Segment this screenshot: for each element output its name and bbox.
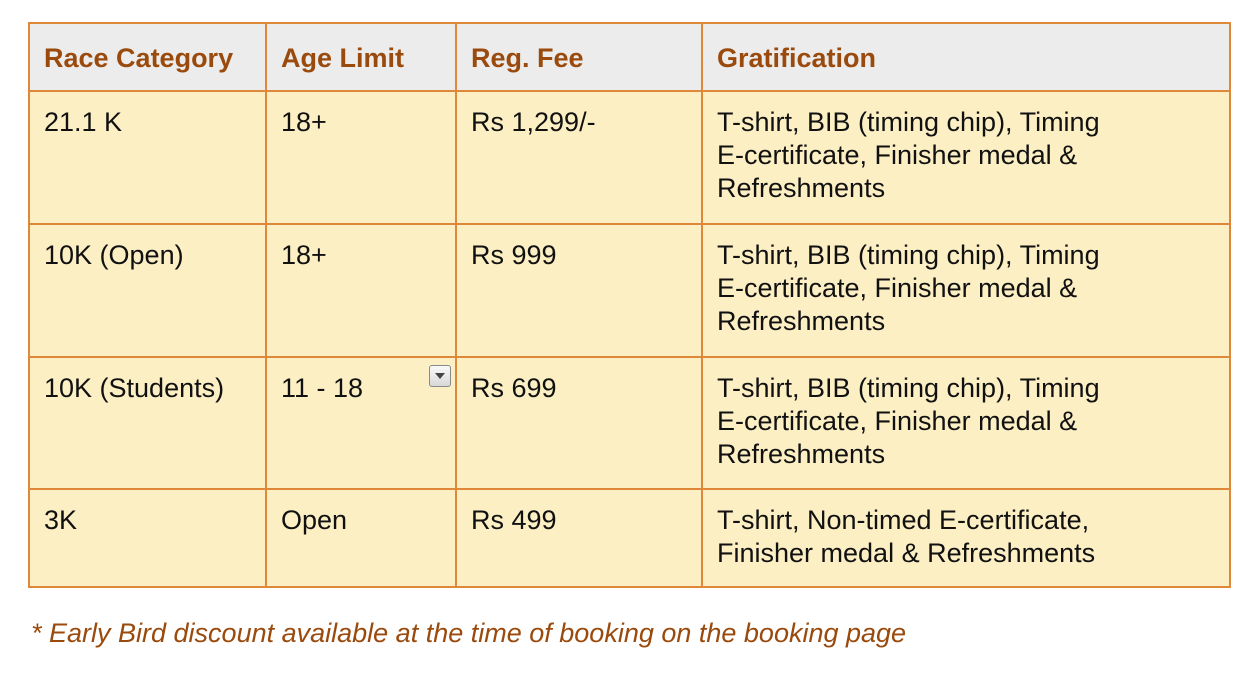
gratification-line: T-shirt, BIB (timing chip), Timing xyxy=(717,373,1100,403)
reg-fee-cell: Rs 1,299/- xyxy=(456,91,702,224)
chevron-down-glyph xyxy=(434,372,446,380)
early-bird-footnote: * Early Bird discount available at the time of booking on the booking page xyxy=(31,618,907,648)
race-category-cell: 10K (Students) xyxy=(29,357,266,489)
gratification-line: Refreshments xyxy=(717,173,886,203)
reg-fee-cell: Rs 699 xyxy=(456,357,702,489)
table-row xyxy=(29,224,1230,357)
gratification-cell xyxy=(702,357,1230,489)
gratification-line: Refreshments xyxy=(717,306,886,336)
gratification-cell xyxy=(702,224,1230,357)
gratification-line: E-certificate, Finisher medal & xyxy=(717,273,1078,303)
gratification-line: Finisher medal & Refreshments xyxy=(717,538,1096,568)
header-age-limit: Age Limit xyxy=(266,23,456,91)
race-fee-table xyxy=(28,22,1231,588)
gratification-line: Refreshments xyxy=(717,439,886,469)
gratification-cell xyxy=(702,489,1230,587)
gratification-line: E-certificate, Finisher medal & xyxy=(717,140,1078,170)
header-race-category: Race Category xyxy=(29,23,266,91)
reg-fee-cell: Rs 499 xyxy=(456,489,702,587)
table-header-row xyxy=(29,23,1230,91)
table-row xyxy=(29,489,1230,587)
age-limit-cell: 18+ xyxy=(266,224,456,357)
age-limit-cell: Open xyxy=(266,489,456,587)
header-reg-fee: Reg. Fee xyxy=(456,23,702,91)
gratification-line: E-certificate, Finisher medal & xyxy=(717,406,1078,436)
chevron-down-icon[interactable] xyxy=(429,365,451,387)
gratification-line: T-shirt, Non-timed E-certificate, xyxy=(717,505,1090,535)
gratification-line: T-shirt, BIB (timing chip), Timing xyxy=(717,107,1100,137)
table-row xyxy=(29,91,1230,224)
reg-fee-cell: Rs 999 xyxy=(456,224,702,357)
race-category-cell: 21.1 K xyxy=(29,91,266,224)
gratification-cell xyxy=(702,91,1230,224)
age-limit-cell xyxy=(266,357,456,489)
age-limit-value: 11 - 18 xyxy=(281,373,364,403)
race-category-cell: 10K (Open) xyxy=(29,224,266,357)
gratification-line: T-shirt, BIB (timing chip), Timing xyxy=(717,240,1100,270)
table-row xyxy=(29,357,1230,489)
race-category-cell: 3K xyxy=(29,489,266,587)
age-limit-cell: 18+ xyxy=(266,91,456,224)
fee-table-container xyxy=(28,22,1229,588)
header-gratification: Gratification xyxy=(702,23,1230,91)
